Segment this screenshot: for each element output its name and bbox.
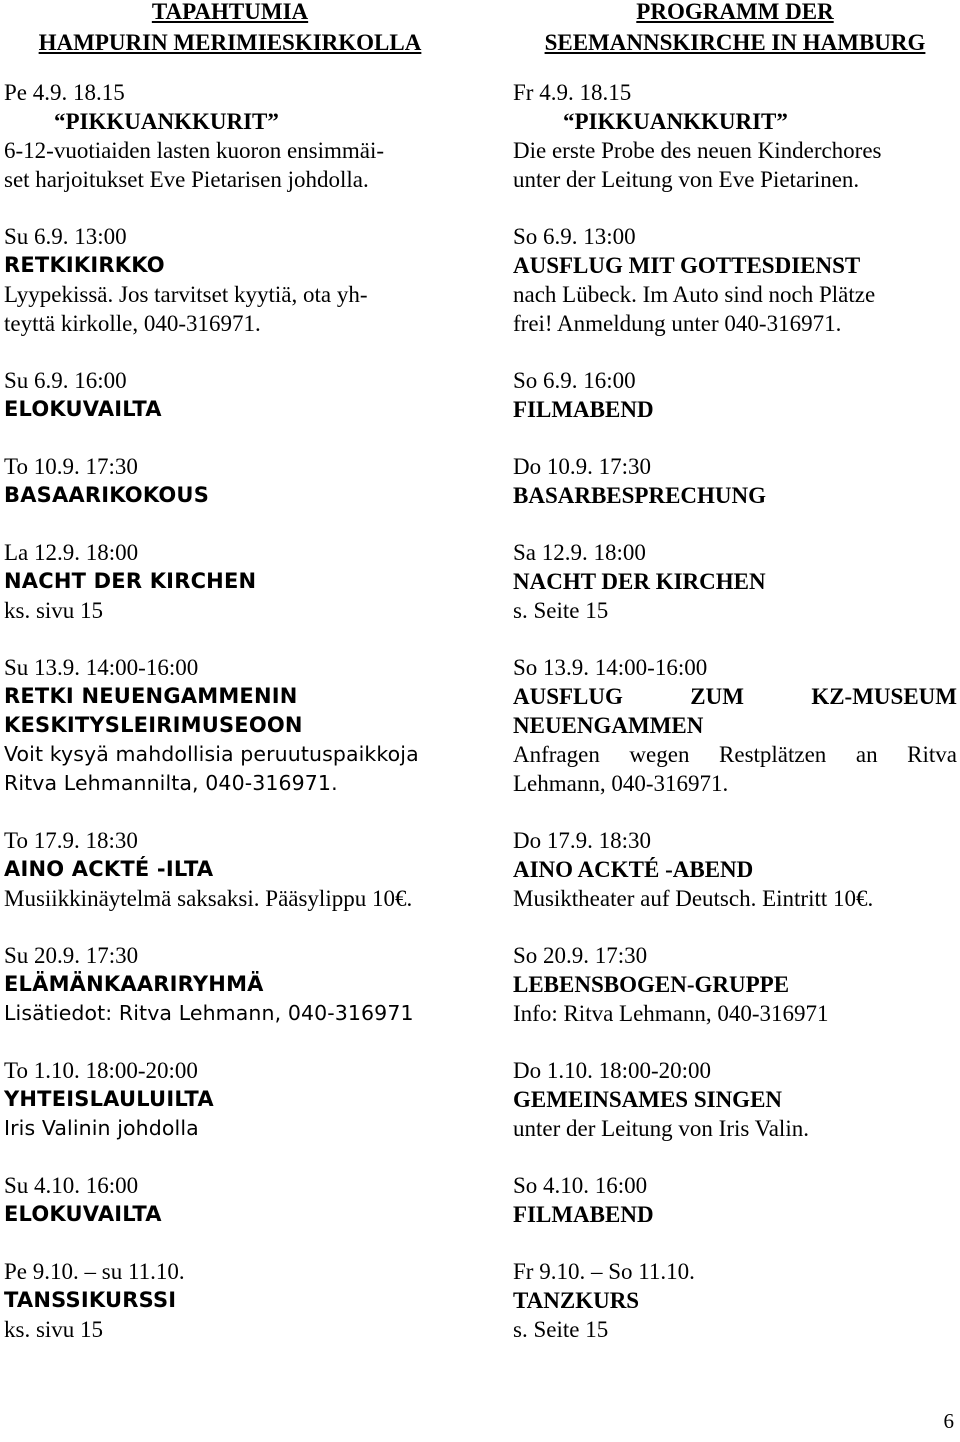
- event-item: [513, 1257, 957, 1344]
- event-date: So 6.9. 16:00: [513, 368, 636, 393]
- event-title: BASAARIKOKOUS: [4, 483, 210, 507]
- event-title: [513, 682, 957, 711]
- event-description: Lisätiedot: Ritva Lehmann, 040-316971: [4, 1001, 414, 1025]
- event-item: [4, 538, 456, 625]
- event-description-word: Anfragen: [513, 742, 600, 767]
- event-date: Fr 4.9. 18.15: [513, 80, 632, 105]
- event-title: “PIKKUANKKURIT”: [563, 109, 788, 134]
- event-date: Su 20.9. 17:30: [4, 943, 139, 968]
- event-item: [4, 1257, 456, 1344]
- event-item: [4, 78, 456, 194]
- event-date: So 4.10. 16:00: [513, 1173, 648, 1198]
- event-title-word: KZ-MUSEUM: [811, 684, 957, 709]
- event-item: [4, 941, 456, 1028]
- event-title: AINO ACKTÉ -ILTA: [4, 857, 214, 881]
- event-date: Sa 12.9. 18:00: [513, 540, 646, 565]
- event-description: unter der Leitung von Iris Valin.: [513, 1116, 809, 1141]
- event-date: Do 17.9. 18:30: [513, 828, 651, 853]
- event-item: [4, 653, 456, 798]
- event-description: Die erste Probe des neuen Kinderchores: [513, 138, 882, 163]
- event-title: FILMABEND: [513, 397, 654, 422]
- event-item: [513, 653, 957, 798]
- finnish-heading-line2: HAMPURIN MERIMIESKIRKOLLA: [38, 30, 422, 55]
- event-title: RETKI NEUENGAMMENIN: [4, 684, 298, 708]
- event-date: To 1.10. 18:00-20:00: [4, 1058, 198, 1083]
- event-description: set harjoitukset Eve Pietarisen johdolla.: [4, 167, 369, 192]
- event-description-word: Ritva: [907, 742, 957, 767]
- event-description: nach Lübeck. Im Auto sind noch Plätze: [513, 282, 876, 307]
- event-title: “PIKKUANKKURIT”: [54, 109, 279, 134]
- event-date: Do 1.10. 18:00-20:00: [513, 1058, 712, 1083]
- event-description-word: Restplätzen: [719, 742, 827, 767]
- event-title: ELÄMÄNKAARIRYHMÄ: [4, 972, 264, 996]
- event-date: Pe 4.9. 18.15: [4, 80, 125, 105]
- event-description-word: wegen: [629, 742, 690, 767]
- event-date: Pe 9.10. – su 11.10.: [4, 1259, 185, 1284]
- event-item: [513, 452, 957, 510]
- event-item: [4, 222, 456, 338]
- finnish-column: [4, 0, 456, 1344]
- event-description: Lyypekissä. Jos tarvitset kyytiä, ota yh-: [4, 282, 368, 307]
- event-description: [513, 740, 957, 769]
- event-title: LEBENSBOGEN-GRUPPE: [513, 972, 790, 997]
- event-description: s. Seite 15: [513, 598, 609, 623]
- event-title: ELOKUVAILTA: [4, 397, 162, 421]
- event-date: Fr 9.10. – So 11.10.: [513, 1259, 695, 1284]
- event-title-word: ZUM: [690, 684, 744, 709]
- event-item: [513, 222, 957, 338]
- event-title: NEUENGAMMEN: [513, 713, 704, 738]
- event-description: 6-12-vuotiaiden lasten kuoron ensimmäi-: [4, 138, 385, 163]
- event-date: So 13.9. 14:00-16:00: [513, 655, 708, 680]
- event-title: BASARBESPRECHUNG: [513, 483, 767, 508]
- event-item: [4, 452, 456, 510]
- event-date: To 17.9. 18:30: [4, 828, 138, 853]
- event-description: frei! Anmeldung unter 040-316971.: [513, 311, 842, 336]
- event-title: AINO ACKTÉ -ABEND: [513, 857, 754, 882]
- german-heading-line1: PROGRAMM DER: [636, 0, 834, 24]
- event-item: [4, 1171, 456, 1229]
- event-title: YHTEISLAULUILTA: [4, 1087, 214, 1111]
- event-date: Su 13.9. 14:00-16:00: [4, 655, 199, 680]
- event-description: Iris Valinin johdolla: [4, 1116, 199, 1140]
- finnish-event-list: [4, 78, 456, 1344]
- event-description: Musiikkinäytelmä saksaksi. Pääsylippu 10€.: [4, 886, 413, 911]
- event-item: [513, 1056, 957, 1143]
- event-description: Musiktheater auf Deutsch. Eintritt 10€.: [513, 886, 874, 911]
- event-item: [4, 366, 456, 424]
- event-description: Ritva Lehmannilta, 040-316971.: [4, 771, 338, 795]
- event-item: [513, 826, 957, 913]
- event-title: ELOKUVAILTA: [4, 1202, 162, 1226]
- event-date: Su 4.10. 16:00: [4, 1173, 139, 1198]
- event-title: NACHT DER KIRCHEN: [4, 569, 257, 593]
- event-description: ks. sivu 15: [4, 1317, 104, 1342]
- event-title: RETKIKIRKKO: [4, 253, 165, 277]
- event-title: NACHT DER KIRCHEN: [513, 569, 766, 594]
- event-title-word: AUSFLUG: [513, 684, 623, 709]
- event-item: [513, 941, 957, 1028]
- event-item: [4, 826, 456, 913]
- event-item: [513, 1171, 957, 1229]
- german-event-list: [513, 78, 957, 1344]
- event-date: Su 6.9. 16:00: [4, 368, 127, 393]
- event-title: TANZKURS: [513, 1288, 640, 1313]
- event-date: Su 6.9. 13:00: [4, 224, 127, 249]
- event-date: La 12.9. 18:00: [4, 540, 139, 565]
- event-description: unter der Leitung von Eve Pietarinen.: [513, 167, 860, 192]
- event-description: Info: Ritva Lehmann, 040-316971: [513, 1001, 829, 1026]
- event-title: FILMABEND: [513, 1202, 654, 1227]
- german-heading: [513, 0, 957, 58]
- event-description: Lehmann, 040-316971.: [513, 771, 729, 796]
- german-heading-line2: SEEMANNSKIRCHE IN HAMBURG: [544, 30, 926, 55]
- event-title: KESKITYSLEIRIMUSEOON: [4, 713, 303, 737]
- event-title: AUSFLUG MIT GOTTESDIENST: [513, 253, 861, 278]
- event-description: teyttä kirkolle, 040-316971.: [4, 311, 261, 336]
- event-item: [513, 78, 957, 194]
- finnish-heading: [4, 0, 456, 58]
- event-date: So 6.9. 13:00: [513, 224, 636, 249]
- event-date: Do 10.9. 17:30: [513, 454, 651, 479]
- event-item: [4, 1056, 456, 1143]
- event-description: Voit kysyä mahdollisia peruutuspaikkoja: [4, 742, 419, 766]
- event-description-word: an: [855, 742, 878, 767]
- event-item: [513, 538, 957, 625]
- event-item: [513, 366, 957, 424]
- event-description: ks. sivu 15: [4, 598, 104, 623]
- event-title: GEMEINSAMES SINGEN: [513, 1087, 783, 1112]
- event-date: So 20.9. 17:30: [513, 943, 648, 968]
- finnish-heading-line1: TAPAHTUMIA: [151, 0, 309, 24]
- event-title: TANSSIKURSSI: [4, 1288, 177, 1312]
- event-date: To 10.9. 17:30: [4, 454, 138, 479]
- event-description: s. Seite 15: [513, 1317, 609, 1342]
- german-column: [513, 0, 957, 1344]
- page-number: 6: [943, 1409, 954, 1433]
